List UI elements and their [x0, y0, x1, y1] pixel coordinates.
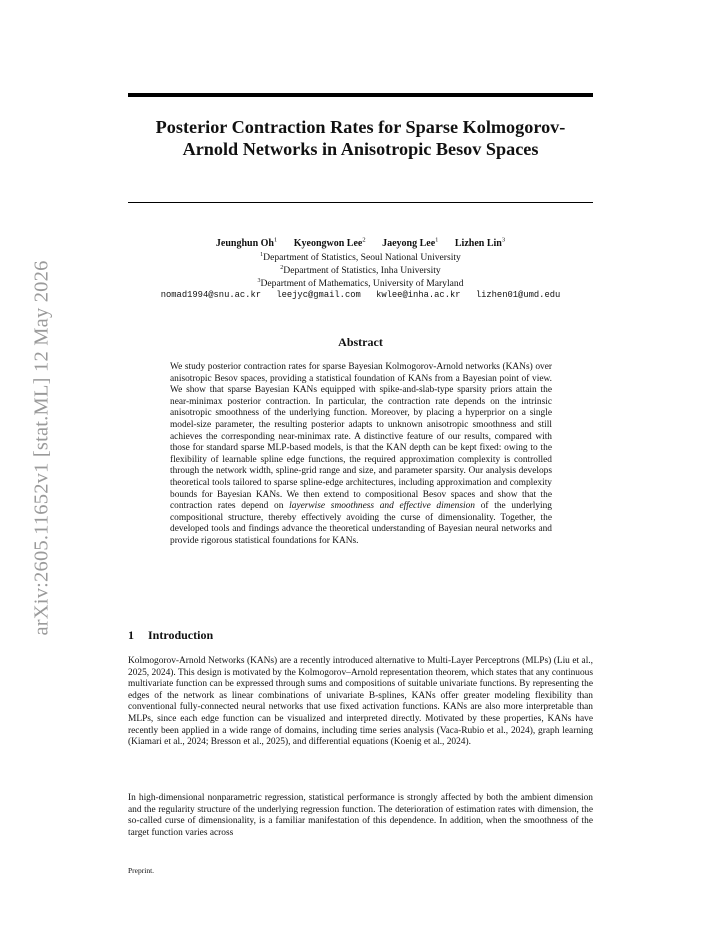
abstract-heading: Abstract — [338, 335, 383, 349]
abstract-body: We study posterior contraction rates for sparse Bayesian Kolmogorov-Arnold networks (KANs) over anisotropic Besov spaces, providing a statistical foundation of KANs from a Bayesian point of view. We show that sparse Bayesian KANs equipped with spike-and-slab-type sparsity priors attain the near-minimax posterior contraction. In particular, the contraction rate depends on the intrinsic anisotropic smoothness of the underlying function. Moreover, by placing a hyperprior on a single model-size parameter, the resulting posterior adapts to unknown anisotropic smoothness and still achieves the corresponding near-minimax rate. A distinctive feature of our results, compared with those for standard sparse MLP-based models, is that the KAN depth can be kept fixed: owing to the flexibility of learnable spline edge functions, the required approximation complexity is controlled through the network width, spline-grid range and size, and parameter sparsity. Our analysis develops theoretical tools tailored to sparse spline-edge architectures, including approximation and complexity bounds for Bayesian KANs. We then extend to compositional Besov spaces and show that the contraction rates depend on layerwise smoothness and effective dimension of the underlying compositional structure, thereby effectively avoiding the curse of dimensionality. Together, the developed tools and findings advance the theoretical understanding of Bayesian neural networks and provide rigorous statistical foundations for KANs. — [170, 362, 552, 546]
intro-paragraph: In high-dimensional nonparametric regression, statistical performance is strongly affected by both the ambient dimension and the regularity structure of the underlying regression function. The deterioration of estimation rates with dimension, the so-called curse of dimensionality, is a familiar manifestation of this dependence. In addition, when the smoothness of the target function varies across — [128, 793, 593, 838]
section-heading-introduction: 1 Introduction — [128, 628, 214, 642]
email-link[interactable]: lizhen01@umd.edu — [475, 290, 561, 300]
email-link[interactable]: kwlee@inha.ac.kr — [376, 290, 461, 300]
author: Lizhen Lin$^3$ — [454, 237, 506, 250]
email-link[interactable]: leejyc@gmail.com — [276, 290, 361, 300]
preprint-footer: Preprint. — [128, 866, 155, 875]
title-top-rule — [128, 93, 593, 97]
author: Jeunghun Oh$^1$ — [215, 237, 278, 250]
affiliation: $^2$Department of Statistics, Inha University — [280, 265, 441, 277]
affiliation: $^3$Department of Mathematics, University of Maryland — [257, 278, 464, 290]
email-link[interactable]: nomad1994@snu.ac.kr — [160, 290, 262, 300]
intro-paragraph: Kolmogorov-Arnold Networks (KANs) are a recently introduced alternative to Multi-Layer Perceptrons (MLPs) (Liu et al., 2025, 2024). This design is motivated by the Kolmogorov–Arnold representation theorem, which states that any continuous multivariate function can be expressed through sums and compositions of suitable univariate functions. By representing the edges of the network as linear combinations of univariate B-splines, KANs offer greater modeling flexibility than conventional fully-connected neural networks that use fixed activation functions. KANs are also more interpretable than MLPs, since each edge function can be visualized and interpreted directly. Motivated by these properties, KANs have recently been applied in a wide range of domains, including time series analysis (Vaca-Rubio et al., 2024), graph learning (Kiamari et al., 2024; Bresson et al., 2025), and differential equations (Koenig et al., 2024). — [128, 656, 593, 748]
author: Jaeyong Lee$^1$ — [382, 237, 439, 250]
author-emails — [118, 289, 603, 301]
author: Kyeongwon Lee$^2$ — [293, 237, 366, 250]
title-bottom-rule — [128, 202, 593, 203]
affiliation: $^1$Department of Statistics, Seoul National University — [260, 252, 461, 264]
abstract-emphasis: layerwise smoothness and effective dimension — [289, 501, 475, 512]
author-list — [128, 234, 593, 250]
paper-title: Posterior Contraction Rates for Sparse Kolmogorov-Arnold Networks in Anisotropic Besov Spaces — [155, 117, 566, 159]
arxiv-sidebar-stamp[interactable]: arXiv:2605.11652v1 [stat.ML] 12 May 2026 — [30, 260, 53, 636]
